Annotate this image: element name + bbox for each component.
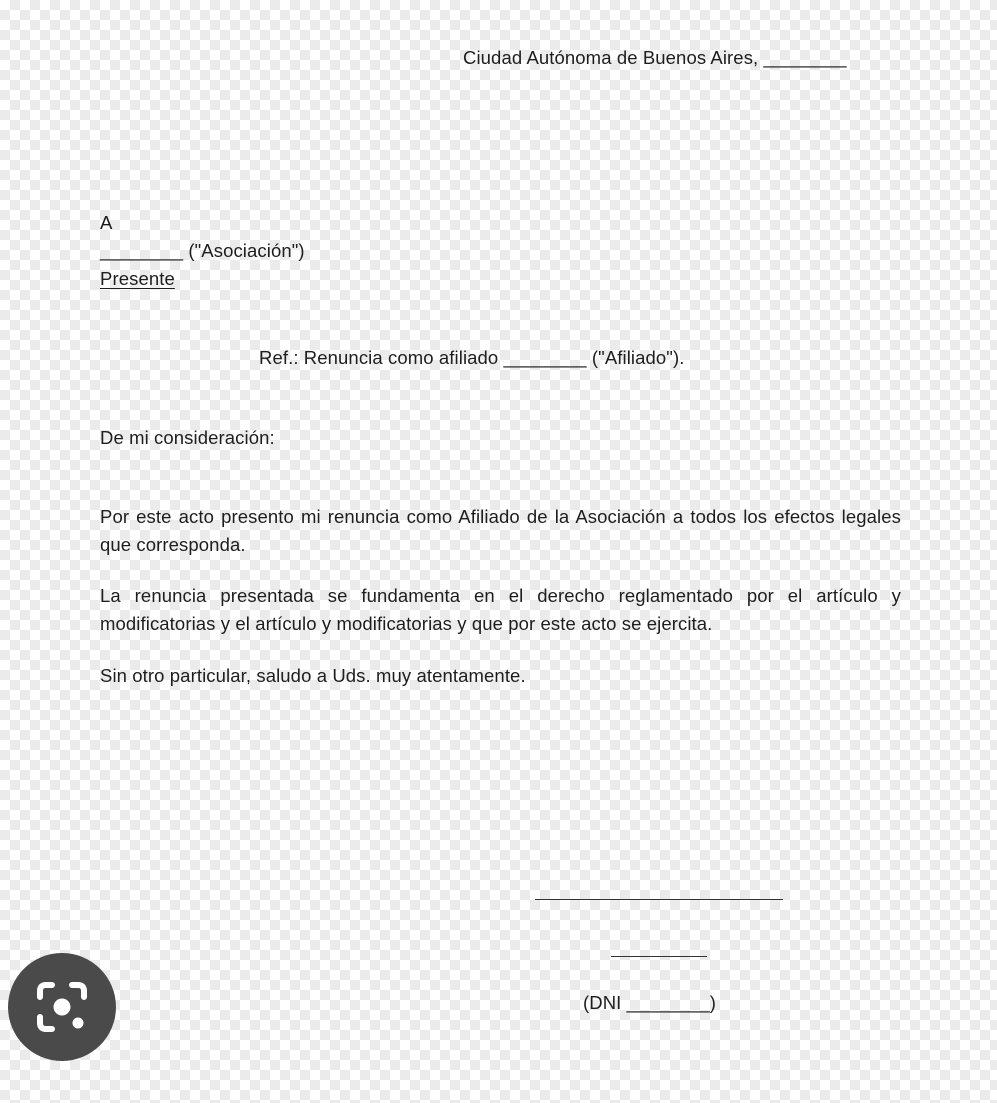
recipient-association: ________ ("Asociación") xyxy=(100,240,305,261)
body-paragraph-2: La renuncia presentada se fundamenta en el derecho reglamentado por el artículo y modificatorias y el artículo y modificatorias y que por este acto se ejercita. xyxy=(100,585,901,634)
body-paragraph-1: Por este acto presento mi renuncia como Afiliado de la Asociación a todos los efectos legales que corresponda. xyxy=(100,506,901,555)
google-lens-button[interactable] xyxy=(8,953,116,1061)
google-lens-icon xyxy=(32,977,92,1037)
salutation: De mi consideración: xyxy=(100,427,275,448)
recipient-presente: Presente xyxy=(100,268,175,289)
closing-line: Sin otro particular, saludo a Uds. muy atentamente. xyxy=(100,665,526,686)
signature-line xyxy=(535,899,783,900)
recipient-line-a: A xyxy=(100,212,113,233)
place-date: Ciudad Autónoma de Buenos Aires, ________ xyxy=(463,47,847,68)
name-line xyxy=(611,956,707,957)
dni-line: (DNI ________) xyxy=(583,992,717,1013)
reference-line: Ref.: Renuncia como afiliado ________ ("Afiliado"). xyxy=(259,347,685,368)
